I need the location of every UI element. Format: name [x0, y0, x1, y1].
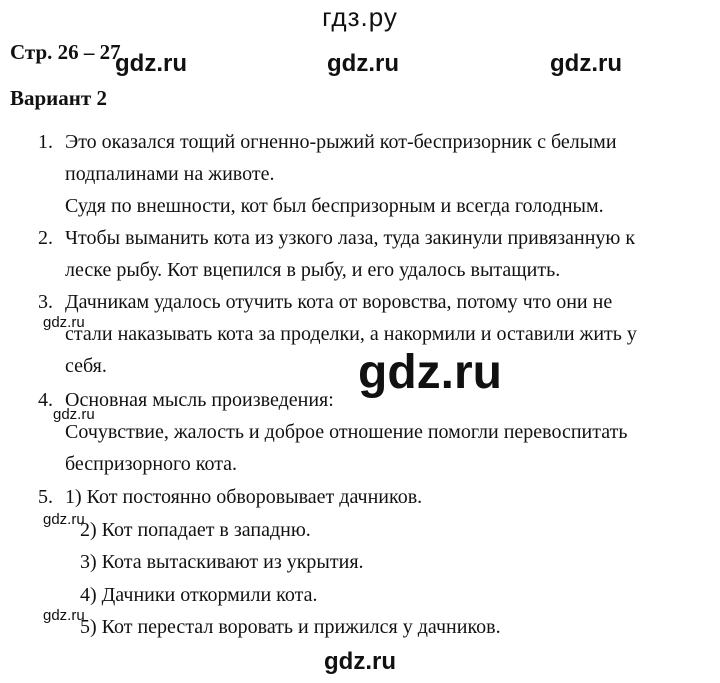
- watermark-small-4: gdz.ru: [43, 607, 85, 624]
- answer-5-line-3: 3) Кота вытаскивают из укрытия.: [80, 551, 364, 573]
- answer-5-line-2: 2) Кот попадает в западню.: [80, 519, 311, 541]
- variant-heading: Вариант 2: [10, 86, 107, 110]
- answer-4-line-2: Сочувствие, жалость и доброе отношение помогли перевоспитать: [65, 421, 628, 443]
- watermark-row-3: gdz.ru: [550, 50, 622, 77]
- answer-5-line-1: 1) Кот постоянно обворовывает дачников.: [65, 486, 423, 508]
- answer-4-line-3: беспризорного кота.: [65, 453, 238, 475]
- answer-number-5: 5.: [38, 486, 53, 508]
- watermark-bottom: gdz.ru: [324, 648, 396, 675]
- watermark-row-2: gdz.ru: [327, 50, 399, 77]
- answer-number-3: 3.: [38, 291, 53, 313]
- watermark-small-2: gdz.ru: [53, 406, 95, 423]
- answer-number-2: 2.: [38, 227, 53, 249]
- answer-1-line-1: Это оказался тощий огненно-рыжий кот-беспризорник с белыми: [65, 131, 617, 153]
- answer-2-line-2: леске рыбу. Кот вцепился в рыбу, и его удалось вытащить.: [65, 259, 561, 281]
- answer-number-1: 1.: [38, 131, 53, 153]
- answer-5-line-4: 4) Дачники откормили кота.: [80, 584, 318, 606]
- answer-1-line-3: Судя по внешности, кот был беспризорным и всегда голодным.: [65, 195, 604, 217]
- answer-1-line-2: подпалинами на животе.: [65, 163, 275, 185]
- watermark-top: гдз.ру: [322, 2, 398, 32]
- answer-3-line-2: стали наказывать кота за проделки, а накормили и оставили жить у: [65, 323, 637, 345]
- watermark-row-1: gdz.ru: [115, 50, 187, 77]
- answer-number-4: 4.: [38, 389, 53, 411]
- answer-3-line-1: Дачникам удалось отучить кота от воровства, потому что они не: [65, 291, 613, 313]
- answer-4-line-1: Основная мысль произведения:: [65, 389, 334, 411]
- answer-2-line-1: Чтобы выманить кота из узкого лаза, туда закинули привязанную к: [65, 227, 636, 249]
- page-range-heading: Стр. 26 – 27: [10, 40, 121, 64]
- watermark-small-1: gdz.ru: [43, 314, 85, 331]
- answer-3-line-3: себя.: [65, 355, 107, 377]
- watermark-small-3: gdz.ru: [43, 511, 85, 528]
- answer-5-line-5: 5) Кот перестал воровать и прижился у дачников.: [80, 616, 501, 638]
- watermark-big: gdz.ru: [358, 346, 502, 399]
